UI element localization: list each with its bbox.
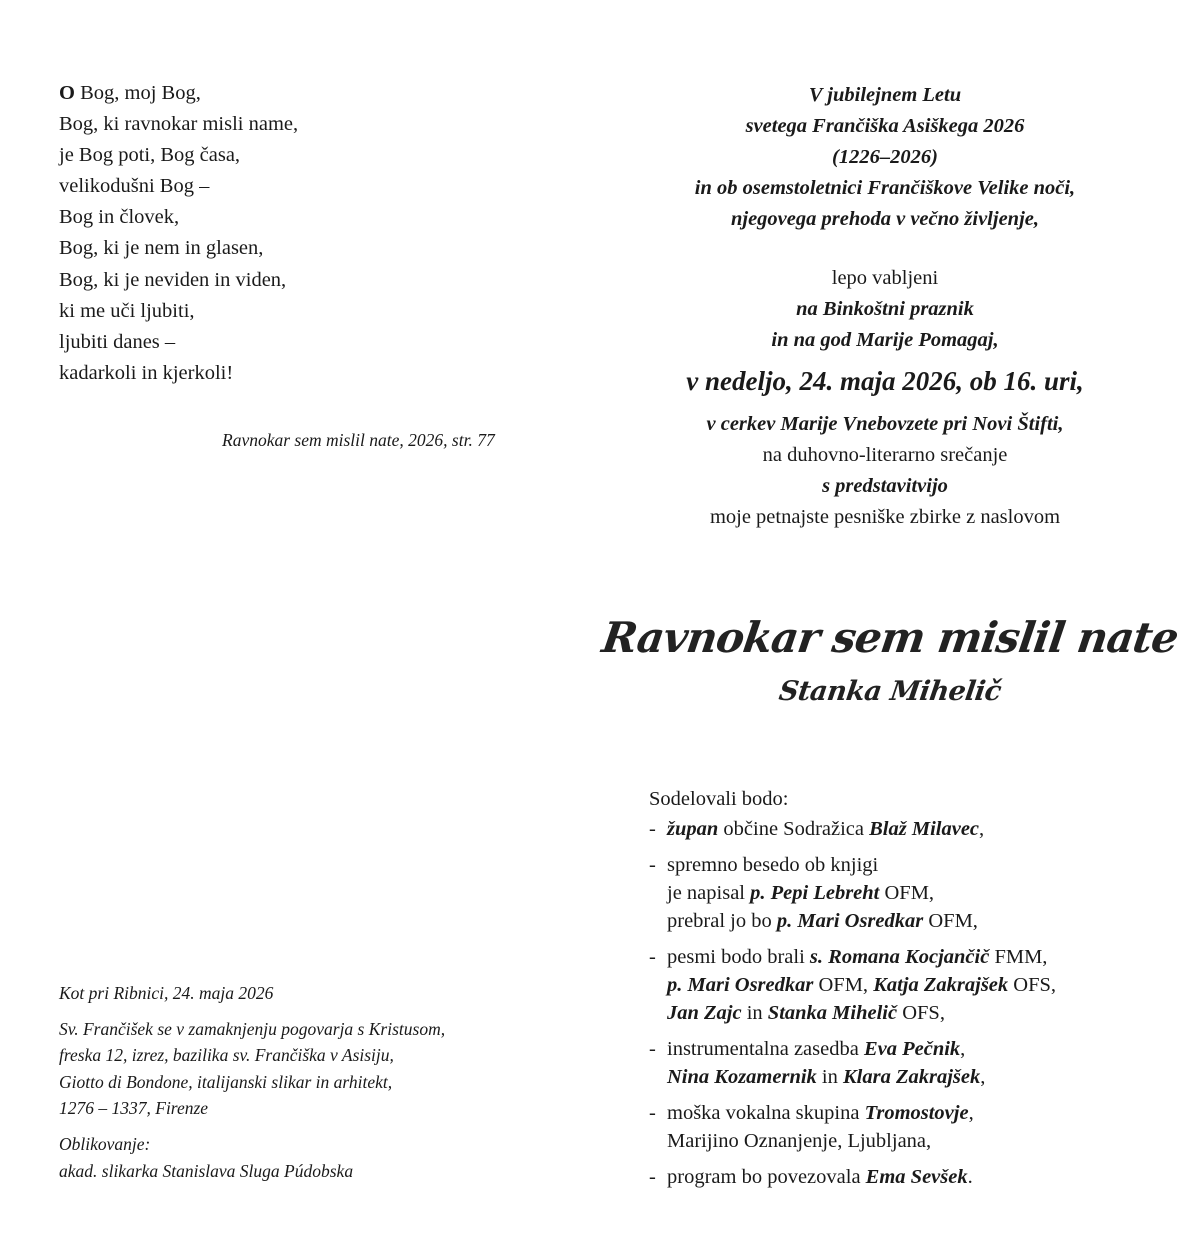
list-dash: - xyxy=(649,1038,656,1060)
poem-line: Bog in človek, xyxy=(59,206,180,229)
list-item: - pesmi bodo brali s. Romana Kocjančič FMM, p. Mari Osredkar OFM, Katja Zakrajšek OFS, Jan Zajc in Stanka Mihelič OFS, xyxy=(649,943,1159,1027)
poem-first-line-rest: Bog, moj Bog, xyxy=(74,82,201,104)
poem-line: Bog, ki je neviden in viden, xyxy=(59,268,287,291)
book-author: Stanka Mihelič xyxy=(777,676,1003,707)
event-description: na duhovno-literarno srečanje xyxy=(762,444,1008,466)
list-dash: - xyxy=(649,1102,656,1124)
jubilee-line: in ob osemstoletnici Frančiškove Velike noči, xyxy=(694,177,1076,199)
event-datetime: v nedeljo, 24. maja 2026, ob 16. uri, xyxy=(686,366,1084,396)
place-date: Kot pri Ribnici, 24. maja 2026 xyxy=(59,983,274,1003)
poem-line: Bog, ki ravnokar misli name, xyxy=(59,113,299,136)
list-dash: - xyxy=(649,1166,656,1188)
colophon-place-date-block xyxy=(59,980,579,1007)
participants-intro: Sodelovali bodo: xyxy=(649,788,789,810)
image-credit-line: Sv. Frančišek se v zamaknjenju pogovarja s Kristusom, xyxy=(59,1018,446,1039)
design-credit xyxy=(59,1131,579,1184)
image-credit-line: 1276 – 1337, Firenze xyxy=(59,1098,209,1119)
list-dash: - xyxy=(649,946,656,968)
participants xyxy=(649,785,1159,1199)
poem-line: ki me uči ljubiti, xyxy=(59,299,195,322)
book-title: Ravnokar sem mislil nate xyxy=(599,613,1181,662)
list-item: - župan občine Sodražica Blaž Milavec, xyxy=(649,815,1159,843)
list-item: - moška vokalna skupina Tromostovje, Marijino Oznanjenje, Ljubljana, xyxy=(649,1099,1159,1155)
jubilee-line: (1226–2026) xyxy=(832,146,938,168)
list-dash: - xyxy=(649,818,656,840)
list-item: - instrumentalna zasedba Eva Pečnik, Nina Kozamernik in Klara Zakrajšek, xyxy=(649,1035,1159,1091)
design-label: Oblikovanje: xyxy=(59,1133,151,1154)
jubilee-line: njegovega prehoda v večno življenje, xyxy=(730,208,1039,230)
invitation xyxy=(600,80,1170,533)
feast-line: in na god Marije Pomagaj, xyxy=(771,329,999,351)
poem-line: je Bog poti, Bog časa, xyxy=(59,144,241,167)
poem-line-1 xyxy=(59,78,479,109)
poem-line: kadarkoli in kjerkoli! xyxy=(59,361,234,384)
list-item: - program bo povezovala Ema Sevšek. xyxy=(649,1163,1159,1191)
invited-text: lepo vabljeni xyxy=(831,267,939,289)
colophon xyxy=(59,980,579,1193)
list-item: - spremno besedo ob knjigi je napisal p. Pepi Lebreht OFM, prebral jo bo p. Mari Osredkar OFM, xyxy=(649,851,1159,935)
poem-first-letter: O xyxy=(59,82,75,104)
jubilee-line: V jubilejnem Letu xyxy=(808,84,962,106)
image-credit-line: freska 12, izrez, bazilika sv. Frančiška v Asisiju, xyxy=(59,1045,394,1066)
list-dash: - xyxy=(649,854,656,876)
image-credit xyxy=(59,1016,579,1122)
collection-intro: moje petnajste pesniške zbirke z naslovom xyxy=(709,506,1061,528)
presentation: s predstavitvijo xyxy=(822,475,948,497)
poem xyxy=(59,78,479,389)
venue: v cerkev Marije Vnebovzete pri Novi Štifti, xyxy=(706,413,1064,435)
image-credit-line: Giotto di Bondone, italijanski slikar in arhitekt, xyxy=(59,1071,393,1092)
poem-line: ljubiti danes – xyxy=(59,330,176,353)
poem-line: velikodušni Bog – xyxy=(59,175,210,198)
jubilee-line: svetega Frančiška Asiškega 2026 xyxy=(745,115,1025,137)
feast-line: na Binkoštni praznik xyxy=(796,298,974,320)
poem-source: Ravnokar sem mislil nate, 2026, str. 77 xyxy=(222,430,495,450)
poem-line: Bog, ki je nem in glasen, xyxy=(59,237,264,260)
designer: akad. slikarka Stanislava Sluga Púdobska xyxy=(59,1160,354,1181)
